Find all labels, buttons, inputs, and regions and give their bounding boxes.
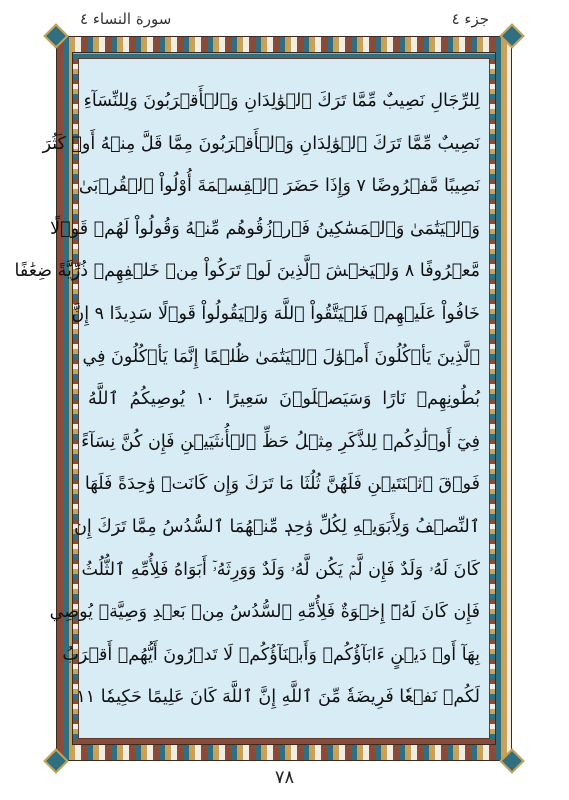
text-line: ٱلَّذِينَ يَأۡكُلُونَ أَمۡوَٰلَ ٱلۡيَتَٰمَىٰ ظُلۡمًا إِنَّمَا يَأۡكُلُونَ فِي xyxy=(82,346,480,367)
page-header xyxy=(80,6,489,32)
text-line: بُطُونِهِمۡ نَارًا وَسَيَصۡلَوۡنَ سَعِيرًا ١٠ يُوصِيكُمُ ٱللَّهُ xyxy=(88,389,480,410)
text-line: بِهَآ أَوۡ دَيۡنٍ ءَابَآؤُكُمۡ وَأَبۡنَآؤُكُمۡ لَا تَدۡرُونَ أَيُّهُمۡ أَقۡرَبُ xyxy=(62,644,480,665)
text-line: فِيٓ أَوۡلَٰدِكُمۡ لِلذَّكَرِ مِثۡلُ حَظِّ ٱلۡأُنثَيَيۡنِ فَإِن كُنَّ نِسَآءً xyxy=(81,431,480,452)
text-line: مَّعۡرُوفًا ٨ وَلۡيَخۡشَ ٱلَّذِينَ لَوۡ تَرَكُواْ مِنۡ خَلۡفِهِمۡ ذُرِّيَّةً ضِعَٰفًا xyxy=(14,261,480,282)
verse-text xyxy=(14,80,480,720)
text-line: لَكُمۡ نَفۡعٗا فَرِيضَةٗ مِّنَ ٱللَّهِ إِنَّ ٱللَّهَ كَانَ عَلِيمًا حَكِيمٗا ١١ xyxy=(76,687,480,708)
text-line: نَصِيبًا مَّفۡرُوضًا ٧ وَإِذَا حَضَرَ ٱلۡقِسۡمَةَ أُوْلُواْ ٱلۡقُرۡبَىٰ xyxy=(78,176,480,197)
text-line: نَصِيبٌ مِّمَّا تَرَكَ ٱلۡوَٰلِدَانِ وَٱلۡأَقۡرَبُونَ مِمَّا قَلَّ مِنۡهُ أَوۡ كَثُرَ xyxy=(42,133,480,154)
text-line: فَإِن كَانَ لَهُۥٓ إِخۡوَةٌ فَلِأُمِّهِ ٱلسُّدُسُ مِنۢ بَعۡدِ وَصِيَّةٖ يُوصِي xyxy=(49,602,480,623)
surah-name: سورة النساء ٤ xyxy=(80,10,172,28)
text-line: لِلرِّجَالِ نَصِيبٌ مِّمَّا تَرَكَ ٱلۡوَٰلِدَانِ وَٱلۡأَقۡرَبُونَ وَلِلنِّسَآءِ xyxy=(83,91,480,111)
text-line: فَوۡقَ ٱثۡنَتَيۡنِ فَلَهُنَّ ثُلُثَا مَا تَرَكَ وَإِن كَانَتۡ وَٰحِدَةً فَلَهَا xyxy=(84,474,480,495)
juz-label: جزء ٤ xyxy=(451,10,489,28)
text-line: وَٱلۡيَتَٰمَىٰ وَٱلۡمَسَٰكِينُ فَٱرۡزُقُوهُم مِّنۡهُ وَقُولُواْ لَهُمۡ قَوۡلًا xyxy=(50,218,480,239)
text-line: ٱلنِّصۡفُ وَلِأَبَوَيۡهِ لِكُلِّ وَٰحِدٖ مِّنۡهُمَا ٱلسُّدُسُ مِمَّا تَرَكَ إِن xyxy=(74,516,480,537)
text-line: خَافُواْ عَلَيۡهِمۡ فَلۡيَتَّقُواْ ٱللَّهَ وَلۡيَقُولُواْ قَوۡلًا سَدِيدًا ٩ إِنَّ xyxy=(71,303,480,324)
page-number: ٧٨ xyxy=(274,767,295,788)
text-line: كَانَ لَهُۥ وَلَدٌ فَإِن لَّمۡ يَكُن لَّهُۥ وَلَدٌ وَوَرِثَهُۥٓ أَبَوَاهُ فَلِأُمِّهِ ٱلثُّلُثُ xyxy=(81,559,480,580)
